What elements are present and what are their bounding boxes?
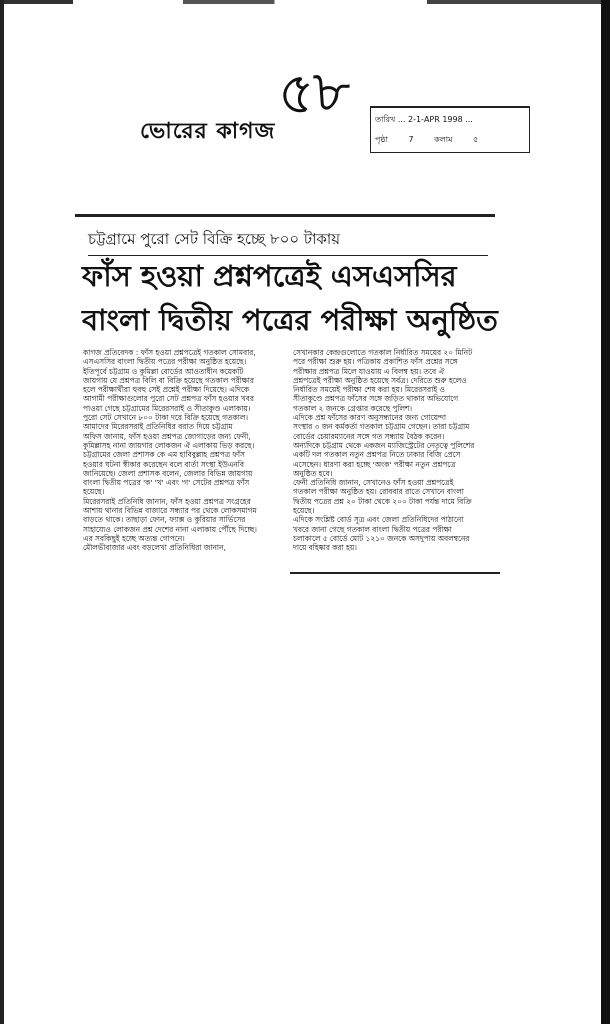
article-line: হওয়ার ঘটনা স্বীকার করেছেন বলে বার্তা সংস্থা ইউএনবি [83,459,245,469]
stamp-column-label: কলাম [434,135,453,144]
clipping-bottom-rule [290,572,500,574]
article-line: গতকাল ২ জনকে গ্রেপ্তার করেছে পুলিশ। [293,403,413,413]
headline-line-2: বাংলা দ্বিতীয় পত্রের পরীক্ষা অনুষ্ঠিত [82,303,498,337]
article-line: এদিকে সংশ্লিষ্ট বোর্ড সূত্র এবং জেলা প্রতিনিধিদের পাঠানো [293,515,464,525]
article-line: সংস্থার ৩ জন কর্মকর্তা গতকাল চট্টগ্রাম গেছেন। তারা চট্টগ্রাম [293,422,470,432]
article-line: সাহায্যেও লোকজন প্রশ্ন দেশের নানা এলাকায় পৌঁছে দিচ্ছে। [83,524,257,534]
headline-line-1: ফাঁস হওয়া প্রশ্নপত্রেই এসএসসির [82,259,457,293]
article-line: অফিস জানায়, ফাঁস হওয়া প্রশ্নপত্র জোগাড়ের জন্য ফেনী, [83,431,251,441]
article-line: প্রশ্নপত্রেই পরীক্ষা অনুষ্ঠিত হয়েছে সর্বত্র। দেরিতে শুরু হলেও [293,375,467,385]
article-column-right [293,348,501,553]
stamp-date-label: তারিখ ... [375,115,406,124]
article-line: এদিকে প্রশ্ন ফাঁসের কারণ অনুসন্ধানের জন্য গোয়েন্দা [293,413,447,423]
article-line: বাংলা দ্বিতীয় পত্রের 'ক' 'খ' এবং 'গ' সেটের প্রশ্নপত্র ফাঁস [83,478,250,488]
article-line: হলে পরীক্ষার্থীরা হুবহু সেই প্রশ্নেই পরীক্ষা দিয়েছে। এদিকে [83,385,249,395]
article-line: হয়েছে। [83,487,105,497]
article-line: নির্ধারিত সময়েই পরীক্ষা শেষ করা হয়। মিরেরসরাই ও [293,385,445,395]
article-line: পরে পরীক্ষা শুরু হয়। পত্রিকায় প্রকাশিত ফাঁস প্রশ্নের সঙ্গে [293,357,458,367]
article-line: জানিয়েছে। জেলা প্রশাসক বলেন, জেলার বিভিন্ন জায়গায় [83,468,253,478]
article-column-left [83,348,291,553]
stamp-page: 7 [408,135,414,144]
stamp-date-row [375,114,473,127]
article-line: কাগজ প্রতিবেদক : ফাঁস হওয়া প্রশ্নপত্রেই গতকাল সোমবার, [83,348,256,357]
handwritten-number: ৫৮ [275,55,352,129]
article-line: সেখানকার কেন্দ্রগুলোতে গতকাল নির্ধারিত সময়ের ২০ মিনিট [293,348,473,357]
archive-stamp [370,106,530,153]
kicker-headline: চট্টগ্রামে পুরো সেট বিক্রি হচ্ছে ৮০০ টাকায় [88,228,488,256]
stamp-page-label: পৃষ্ঠা [375,135,388,144]
article-line: এসেছেন। ধারণা করা হচ্ছে 'অংক' পরীক্ষা নতুন প্রশ্নপত্রে [293,459,456,469]
article-line: গতকাল পরীক্ষা অনুষ্ঠিত হয়। রোববার রাতে সেখানে বাংলা [293,487,464,497]
article-line: হয়েছে। [293,506,315,516]
article-line: আমাদের মিরেরসরাই প্রতিনিধির বরাত দিয়ে চট্টগ্রাম [83,422,233,432]
article-line: মিরেরসরাই প্রতিনিধি জানান, ফাঁস হওয়া প্রশ্নপত্র সংগ্রহের [83,496,251,506]
article-line: ফেনী প্রতিনিধি জানান, সেখানেও ফাঁস হওয়া প্রশ্নপত্রেই [293,478,454,488]
article-line: খবরে জানা গেছে গতকাল বাংলা দ্বিতীয় পত্রের পরীক্ষা [293,524,452,534]
article-line: আশায় থানার বিভিন্ন বাজারে সন্ধ্যার পর থেকে লোকসমাগম [83,506,257,516]
article-line: চট্টগ্রামের জেলা প্রশাসক কে এম হাবিবুল্লাহ প্রশ্নপত্র ফাঁস [83,450,245,460]
article-line: পরীক্ষার প্রশ্নপত্র মিলে যাওয়ায় এ বিলম্ব হয়। তবে ঐ [293,366,445,376]
article-line: মৌলভীবাজার এবং বড়লেখা প্রতিনিধিরা জানান, [83,543,226,553]
article-line: একটি দল গতকাল নতুন প্রশ্নপত্র নিতে ঢাকার বিজি প্রেসে [293,450,461,460]
scan-top-edge [0,0,610,4]
article-line: বোর্ডের চেয়ারম্যানের সঙ্গে গত সন্ধ্যায় বৈঠক করেন। [293,431,445,441]
article-line: আগামী পরীক্ষাগুলোর পুরো সেট প্রশ্নপত্র ফাঁস হওয়ার খবর [83,394,254,404]
article-line: অন্যদিকে চট্টগ্রাম থেকে একজন ম্যাজিস্ট্রেটের নেতৃত্বে পুলিশের [293,440,475,450]
stamp-page-row [375,134,496,147]
article-line: সীতাকুণ্ডে প্রশ্নপত্র ফাঁসের সঙ্গে জড়িত থাকার অভিযোগে [293,394,459,404]
article-line: চলাকালে ৫ বোর্ডে মোট ১২১০ জনকে অসদুপায় অবলম্বনের [293,533,470,543]
article-line: কুমিল্লাসহ নানা জায়গার লোকজন ঐ এলাকায় ভিড় করছে। [83,440,255,450]
article-line: জায়গায় যে প্রশ্নপত্র বিলি বা বিক্রি হয়েছে গতকাল পরীক্ষার [83,375,254,385]
scan-left-edge [0,0,4,1024]
article-line: ইতিপূর্বে চট্টগ্রাম ও কুমিল্লা বোর্ডের আওতাধীন কয়েকটি [83,366,244,376]
stamp-column: ৫ [473,135,479,144]
article-line: এসএসসির বাংলা দ্বিতীয় পত্রের পরীক্ষা অনুষ্ঠিত হয়েছে। [83,357,247,367]
article-line: পুরো সেট সেখানে ৮০০ টাকা দরে বিক্রি হয়েছে গতকাল। [83,413,248,423]
stamp-date: 2-1-APR 1998 ... [407,115,473,124]
article-line: বাড়তে থাকে। তাছাড়া ফোন, ফ্যাক্স ও কুরিয়ার সার্ভিসের [83,515,246,525]
article-line: অনুষ্ঠিত হবে। [293,468,333,478]
clipping-top-rule [75,214,495,217]
scan-right-edge [601,0,610,1024]
newspaper-masthead: ভোরের কাগজ [140,119,276,144]
article-line: দ্বিতীয় পত্রের প্রশ্ন ২০ টাকা থেকে ২০০ টাকা পর্যন্ত দামে বিক্রি [293,496,472,506]
article-line: এর সবকিছুই হচ্ছে অত্যন্ত গোপনে। [83,533,185,543]
article-line: পাওয়া গেছে চট্টগ্রামের মিরেরসরাই ও সীতাকুণ্ড এলাকায়। [83,403,251,413]
article-line: দায়ে বহিষ্কার করা হয়। [293,543,357,553]
